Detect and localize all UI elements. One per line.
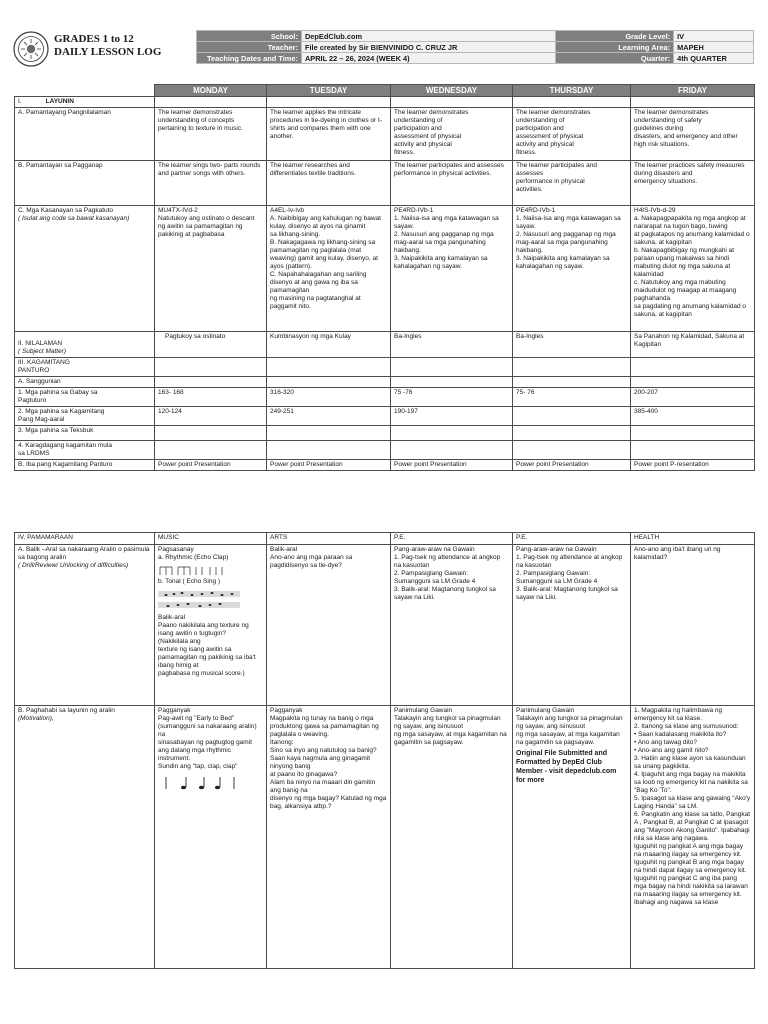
table-cell: 75 -76 <box>391 388 513 407</box>
row-label: A. Pamantayang Pangnilalaman <box>15 108 155 161</box>
table-cell: The learner demonstrates understanding of participation and assessment of physical activity and physical fitness. <box>391 108 513 161</box>
depedclub-notice: Original File Submitted and Formatted by DepEd Club Member - visit depedclub.com for more <box>516 750 617 784</box>
row-label: III. KAGAMITANG PANTURO <box>15 358 155 377</box>
table-row <box>15 108 755 161</box>
row-label: 1. Mga pahina sa Gabay sa Pagtuturo <box>15 388 155 407</box>
row-label: 3. Mga pahina sa Teksbuk <box>15 426 155 441</box>
table-cell: Pagtukoy sa ostinato <box>155 332 267 358</box>
grade-level-label: Grade Level: <box>556 31 674 42</box>
table-row <box>15 388 755 407</box>
day-header-friday: FRIDAY <box>631 85 755 97</box>
table-cell: 200-207 <box>631 388 755 407</box>
table-cell: 1. Magpakita ng halimbawa ng emergency kit sa klase. 2. Itanong sa klase ang sumusunod: • Saan kadalasang makikita ito? • Ano ang tawag dito? • Ano-ano ang gamit nito? 3. Hatiin ang klase ayon sa kasunduan sa unang pagkikita. 4. Ipaguhit ang mga bagay na makikita sa loob ng emergency kit na nakikita sa "Bag Ko 'To". 5. Ipasagot sa klase ang gawaing "Ako'y Laging Handa" sa LM. 6. Pangkatin ang klase sa tatlo, Pangkat A , Pangkat B, at Pangkat C at ipasagot ang "Mayroon Akong Ganito". Ipabahagi nila sa klase ang nagawa. Iguguhit ng pangkat A ang mga bagay na maaaring ilagay sa emergency kit. Iguguhit ng pangkat B ang mga bagay na hindi dapat ilagay sa emergency kit. Iguguhit ng pangkat C ang iba pang mga bagay na hindi nakikita sa larawan na maaaring ilagay sa emergency kit. Ibahagi ang nagawa sa klase <box>631 706 755 969</box>
table-cell: MU4TX-IVd-2 Natutukoy ang ostinato o descant ng awitin sa pamamagitan ng pakikinig at pagbabasa <box>155 206 267 332</box>
school-value: DepEdClub.com <box>301 31 555 42</box>
teaching-dates-label: Teaching Dates and Time: <box>197 53 302 64</box>
table-cell: Power point Presentation <box>391 460 513 471</box>
table-cell: The learner sings two- parts rounds and partner songs with others. <box>155 161 267 206</box>
day-header-monday: MONDAY <box>155 85 267 97</box>
learning-area-label: Learning Area: <box>556 42 674 53</box>
table-row <box>15 377 755 388</box>
table-cell: PE4RD-IVb-1 1. Naiisa-isa ang mga katawagan sa sayaw. 2. Nasusuri ang pagganap ng mga mag-aaral sa mga pangunahing hakbang. 3. Naipakikita ang kamalayan sa kahalagahan ng sayaw. <box>391 206 513 332</box>
table-cell: The learner demonstrates understanding of participation and assessment of physical activity and physical fitness. <box>513 108 631 161</box>
table-row <box>15 545 755 706</box>
subject-arts: ARTS <box>267 533 391 545</box>
table-cell: Balik-aral Ano-ano ang mga paraan sa pagdidisenyo sa tie-dye? <box>267 545 391 706</box>
table-cell: H4IS-IVb-d-29 a. Nakapagpapakita ng mga angkop at nararapat na tugon bago, tuwing at pagkatapos ng anumang kalamidad o sakuna, at kagipitan b. Nakapagbibigay ng mungkahi at paraan upang makaiwas sa hindi mabuting dulot ng mga sakuna at kalamidad c. Natutukoy ang mga mabuting maidudulot ng maagap at maagang paghahanda sa pagdating ng anumang kalamidad o sakuna, at kagipitan <box>631 206 755 332</box>
music-motivation-text: Pagganyak Pag-awit ng "Early to Bed" (sumangguni sa nakaraang aralin) na sinasabayan ng pagtugtog gamit ang dalang mga rhythmic instrument. Sundin ang "tap, clap, clap" <box>158 707 257 770</box>
row-sublabel: (Motivation), <box>18 715 54 722</box>
table-cell: Power point Presentation <box>155 460 267 471</box>
table-cell: PE4RD-IVb-1 1. Naiisa-isa ang mga katawagan sa sayaw. 2. Nasusuri ang pagganap ng mga mag-aaral sa mga pangunahing hakbang. 3. Naipakikita ang kamalayan sa kahalagahan ng sayaw. <box>513 206 631 332</box>
table-cell: 190-197 <box>391 407 513 426</box>
procedure-header-row <box>15 533 755 545</box>
learning-area-value: MAPEH <box>674 42 754 53</box>
table-row <box>15 206 755 332</box>
table-row <box>15 358 755 377</box>
quarter-value: 4th QUARTER <box>674 53 754 64</box>
table-cell: The learner demonstrates understanding of safety guidelines during disasters, and emergency and other high risk situations. <box>631 108 755 161</box>
table-cell: Power point P-resentation <box>631 460 755 471</box>
row-label: 2. Mga pahina sa Kagamitang Pang Mag-aaral <box>15 407 155 426</box>
row-label: B. Iba pang Kagamitang Panturo <box>15 460 155 471</box>
row-label: 4. Karagdagang kagamitan mula sa LRDMS <box>15 441 155 460</box>
table-row <box>15 161 755 206</box>
table-row <box>15 441 755 460</box>
music-review-text: Balik-aral Paano nakikilala ang texture ng isang awitin o tugtugin? (Nakikilala ang texture ng isang awitin sa pamamagitan ng pakikinig sa iba't ibang himig at pagbabasa ng musical score.) <box>158 614 256 677</box>
table-cell: The learner applies the intricate procedures in tie-dyeing in clothes or t-shirts and compares them with one another. <box>267 108 391 161</box>
table-cell: 163- 168 <box>155 388 267 407</box>
table-cell: Pang-araw-araw na Gawain 1. Pag-tsek ng attendance at angkop na kasuotan 2. Pampasiglang Gawain: Sumangguni sa LM Grade 4 3. Balik-aral: Magtanong tungkol sa sayaw na Liki. <box>391 545 513 706</box>
day-header-thursday: THURSDAY <box>513 85 631 97</box>
table-cell: Pang-araw-araw na Gawain 1. Pag-tsek ng attendance at angkop na kasuotan 2. Pampasiglang Gawain: Sumangguni sa LM Grade 4 3. Balik-aral: Magtanong tungkol sa sayaw na Liki. <box>513 545 631 706</box>
teaching-dates-value: APRIL 22 – 26, 2024 (WEEK 4) <box>301 53 555 64</box>
day-header-tuesday: TUESDAY <box>267 85 391 97</box>
section-layunin <box>15 97 755 108</box>
table-cell: The learner participates and assesses performance in physical activities. <box>513 161 631 206</box>
school-label: School: <box>197 31 302 42</box>
objectives-table <box>14 84 755 471</box>
teacher-value: File created by Sir BIENVINIDO C. CRUZ JR <box>301 42 555 53</box>
table-row <box>15 706 755 969</box>
row-label: B. Pamantayan sa Pagganap <box>15 161 155 206</box>
procedure-header-label: IV. PAMAMARAAN <box>15 533 155 545</box>
table-row <box>15 332 755 358</box>
table-cell: The learner participates and assesses performance in physical activities. <box>391 161 513 206</box>
row-sublabel: ( Isulat ang code sa bawat kasanayan) <box>18 215 130 222</box>
music-staff-icon <box>158 590 240 612</box>
row-label: A. Sanggunian <box>15 377 155 388</box>
table-cell: The learner researches and differentiates textile traditions. <box>267 161 391 206</box>
subject-pe: P.E. <box>391 533 513 545</box>
quarter-label: Quarter: <box>556 53 674 64</box>
row-label: II. NILALAMAN <box>18 340 63 347</box>
table-cell: Kumbinasyon ng mga Kulay <box>267 332 391 358</box>
day-header-wednesday: WEDNESDAY <box>391 85 513 97</box>
table-cell: Ano-ano ang iba't ibang uri ng kalamidad? <box>631 545 755 706</box>
table-cell: A4EL-Iv-Ivb A. Naibibigay ang kahulugan ng bawat kulay, disenyo at ayos na ginamit sa likhang-sining. B. Nakagagawa ng likhang-sining sa pamamagitan ng paglalala (mat weaving) gamit ang kulay, disenyo, at ayos (pattern). C. Napahahalagahan ang sariling disenyo at ang gawa ng iba sa pamamagitan ng masining na pagtatanghal at paggamit nito. <box>267 206 391 332</box>
table-cell: 120-124 <box>155 407 267 426</box>
table-cell: 249-251 <box>267 407 391 426</box>
table-cell: Power point Presentation <box>513 460 631 471</box>
row-label: B. Paghahabi sa layunin ng aralin <box>18 707 115 714</box>
subject-music: MUSIC <box>155 533 267 545</box>
table-cell: The learner demonstrates understanding of concepts pertaining to texture in music. <box>155 108 267 161</box>
table-cell: Sa Panahon ng Kalamidad, Sakuna at Kagipitan <box>631 332 755 358</box>
table-cell: 75- 76 <box>513 388 631 407</box>
rhythm-notation-icon <box>158 775 238 791</box>
section-number: I. <box>18 98 22 105</box>
deped-seal-logo <box>13 31 49 67</box>
table-cell: Pagganyak Magpakita ng tunay na banig o mga produktong gawa sa pamamagitan ng paglalala o weaving. Itanong: Sino sa inyo ang natutulog sa banig? Saan kaya nagmula ang ginagamit ninyong banig at paano ito ginagawa? Alam ba ninyo na maaari din gamitin ang banig na disenyo ng mga bagay? Katulad ng mga bag, alkansiya atbp.? <box>267 706 391 969</box>
table-cell <box>513 407 631 426</box>
subject-pe: P.E. <box>513 533 631 545</box>
document-title: GRADES 1 to 12 DAILY LESSON LOG <box>54 33 162 58</box>
row-sublabel: ( Subject Matter) <box>18 348 67 355</box>
table-cell: The learner practices safety measures during disasters and emergency situations. <box>631 161 755 206</box>
table-row <box>15 426 755 441</box>
rhythm-notation-icon <box>158 566 228 576</box>
table-row <box>15 460 755 471</box>
music-drill-text: Pagsasanay a. Rhythmic (Echo Clap) <box>158 546 229 561</box>
subject-health: HEALTH <box>631 533 755 545</box>
procedure-table <box>14 532 755 969</box>
table-cell: Ba-Ingles <box>391 332 513 358</box>
row-sublabel: ( Drill/Review/ Unlocking of difficulties) <box>18 562 129 569</box>
table-cell: 385-400 <box>631 407 755 426</box>
section-title: LAYUNIN <box>45 98 74 105</box>
table-cell: 316-320 <box>267 388 391 407</box>
header-info-table <box>196 30 754 64</box>
table-cell: Power point Presentation <box>267 460 391 471</box>
table-cell: Ba-Ingles <box>513 332 631 358</box>
music-tonal-text: b. Tonal ( Echo Sing ) <box>158 578 221 585</box>
pe-motivation-text: Panimulang Gawain Talakayin ang tungkol sa pinagmulan ng sayaw, ang isinusuot ng mga sasayaw, at mga kagamitan na gagamitin sa pagsayaw. <box>516 707 623 746</box>
row-label: C. Mga Kasanayan sa Pagkatuto <box>18 207 114 214</box>
teacher-label: Teacher: <box>197 42 302 53</box>
table-cell: Panimulang Gawain Talakayin ang tungkol sa pinagmulan ng sayaw, ang isinusuot ng mga sasayaw, at mga kagamitan na gagamitin sa pagsayaw. <box>391 706 513 969</box>
table-row <box>15 407 755 426</box>
row-label: A. Balik –Aral sa nakaraang Aralin o pasimula sa bagong aralin <box>18 546 150 561</box>
grade-level-value: IV <box>674 31 754 42</box>
